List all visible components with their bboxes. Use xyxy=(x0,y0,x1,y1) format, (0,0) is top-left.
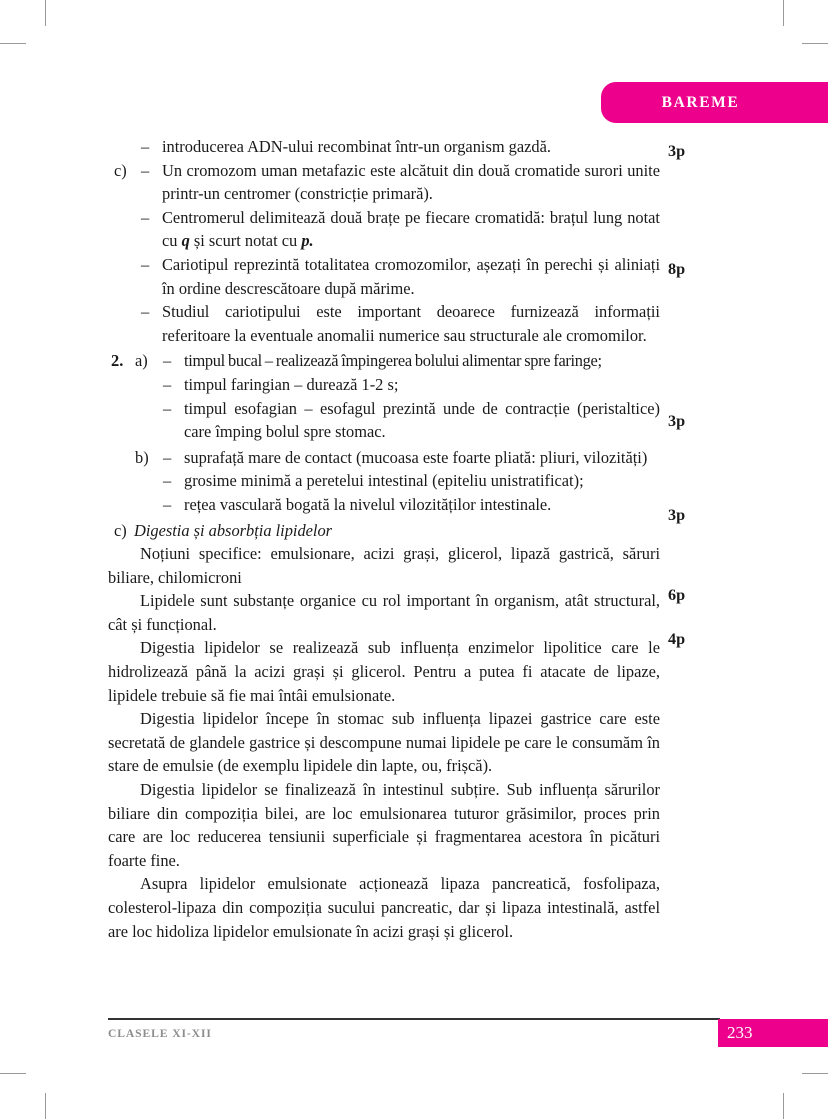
points-badge: 3p xyxy=(668,412,686,430)
list-item xyxy=(108,373,660,397)
footer-divider xyxy=(108,1018,720,1020)
list-item-text: timpul bucal – realizează împingerea bolului alimentar spre faringe; xyxy=(184,351,602,371)
chromosome-arm-p: p. xyxy=(301,231,314,251)
list-item-text: Un cromozom uman metafazic este alcătuit din două cromatide surori unite printr-un centromer (constricție primară). xyxy=(162,160,660,204)
list-dash-marker: – xyxy=(141,302,150,322)
list-item xyxy=(108,300,660,347)
list-item-c xyxy=(108,159,660,206)
list-item-text: Studiul cariotipului este important deoarece furnizează informații referitoare la eventuale anomalii numerice sau structurale ale cromomilor. xyxy=(162,302,660,345)
list-item-text: suprafață mare de contact (mucoasa este foarte pliată: pliuri, vilozități) xyxy=(184,447,648,467)
list-number-marker-2: 2. xyxy=(111,351,124,371)
answer-text-column xyxy=(108,135,660,943)
list-item xyxy=(108,253,660,300)
crop-mark-top-left-vertical xyxy=(45,0,46,26)
chromosome-arm-q: q xyxy=(181,231,190,251)
header-badge-bareme xyxy=(601,82,828,123)
crop-mark-top-right-vertical xyxy=(783,0,784,26)
points-badge: 3p xyxy=(668,506,686,524)
page-number: 233 xyxy=(727,1023,753,1042)
list-letter-marker-b: b) xyxy=(135,447,149,467)
section-heading-text: Digestia și absorbția lipidelor xyxy=(134,520,333,540)
points-badge: 6p xyxy=(668,586,686,604)
list-item xyxy=(108,206,660,253)
paragraph-pancreatic-lipase: Asupra lipidelor emulsionate acționează lipaza pancreatică, fosfolipaza, colesterol-lipaza din compoziția sucului pancreatic, dar și lipaza intestinală, astfel are loc hidoliza lipidelor emulsionate în acizi grași și glicerol. xyxy=(108,874,660,941)
list-dash-marker: – xyxy=(163,398,172,418)
list-item xyxy=(108,493,660,517)
points-badge: 8p xyxy=(668,260,686,278)
paragraph-notions: Noțiuni specifice: emulsionare, acizi grași, glicerol, lipază gastrică, săruri biliare, chilomicroni xyxy=(108,544,660,587)
text-part-a: Centromerul delimitează două brațe pe fiecare cromatidă: brațul lung notat cu xyxy=(162,207,660,251)
crop-mark-bottom-right-horizontal xyxy=(802,1073,828,1074)
crop-mark-bottom-right-vertical xyxy=(783,1093,784,1119)
paragraph-small-intestine: Digestia lipidelor se finalizează în intestinul subțire. Sub influența sărurilor biliare din compoziția bilei, are loc emulsionarea tuturor grăsimilor, proces prin care are loc reducerea tensiunii superficiale și fragmentarea acestora în picături foarte fine. xyxy=(108,780,660,870)
crop-mark-bottom-left-vertical xyxy=(45,1093,46,1119)
list-letter-marker-c2: c) xyxy=(114,520,127,540)
list-item-2b xyxy=(108,446,660,470)
list-dash-marker: – xyxy=(163,471,172,491)
list-item-text xyxy=(162,208,660,251)
points-badge: 4p xyxy=(668,630,686,648)
list-letter-marker-c: c) xyxy=(114,160,127,180)
list-dash-marker: – xyxy=(163,374,172,394)
list-item xyxy=(108,135,660,159)
list-letter-marker-a: a) xyxy=(135,351,148,371)
crop-mark-top-right-horizontal xyxy=(802,43,828,44)
list-item-text: rețea vasculară bogată la nivelul vilozităților intestinale. xyxy=(184,494,552,514)
paragraph-gastric-lipase: Digestia lipidelor începe în stomac sub influența lipazei gastrice care este secretată de glandele gastrice și descompune numai lipidele pe care le consumăm în stare de emulsie (de exemplu lipidele din lapte, ou, frișcă). xyxy=(108,709,660,776)
list-item-text: timpul faringian – durează 1-2 s; xyxy=(184,374,399,394)
list-dash-marker: – xyxy=(141,254,150,274)
text-part-b: și scurt notat cu xyxy=(189,231,302,251)
footer-class-label: CLASELE XI-XII xyxy=(108,1027,212,1040)
list-item-text: grosime minimă a peretelui intestinal (epiteliu unistratificat); xyxy=(184,471,584,491)
list-dash-marker: – xyxy=(141,137,150,156)
list-item-text: timpul esofagian – esofagul prezintă unde de contracție (peristaltice) care împing bolul spre stomac. xyxy=(184,398,660,442)
paragraph-digestion-enzymes: Digestia lipidelor se realizează sub influența enzimelor lipolitice care le hidrolizează până la acizi grași și glicerol. Pentru a putea fi atacate de lipaze, lipidele trebuie să fie mai întâi emulsionate. xyxy=(108,638,660,705)
page-number-box xyxy=(718,1019,828,1047)
points-badge: 3p xyxy=(668,142,686,160)
list-dash-marker: – xyxy=(141,160,150,180)
list-dash-marker: – xyxy=(163,447,172,467)
list-dash-marker: – xyxy=(141,207,150,227)
list-item-2a xyxy=(108,349,660,373)
crop-mark-top-left-horizontal xyxy=(0,43,26,44)
list-item xyxy=(108,469,660,493)
list-item xyxy=(108,397,660,444)
list-item-text: introducerea ADN-ului recombinat într-un organism gazdă. xyxy=(162,137,551,156)
section-heading-c xyxy=(108,519,660,543)
list-item-text: Cariotipul reprezintă totalitatea cromozomilor, așezați în perechi și aliniați în ordine descrescătoare după mărime. xyxy=(162,254,660,298)
list-dash-marker: – xyxy=(163,494,172,514)
header-badge-label: BAREME xyxy=(661,93,740,111)
list-dash-marker: – xyxy=(163,351,172,371)
crop-mark-bottom-left-horizontal xyxy=(0,1073,26,1074)
paragraph-lipids-role: Lipidele sunt substanțe organice cu rol important în organism, atât structural, cât și funcțional. xyxy=(108,591,660,634)
